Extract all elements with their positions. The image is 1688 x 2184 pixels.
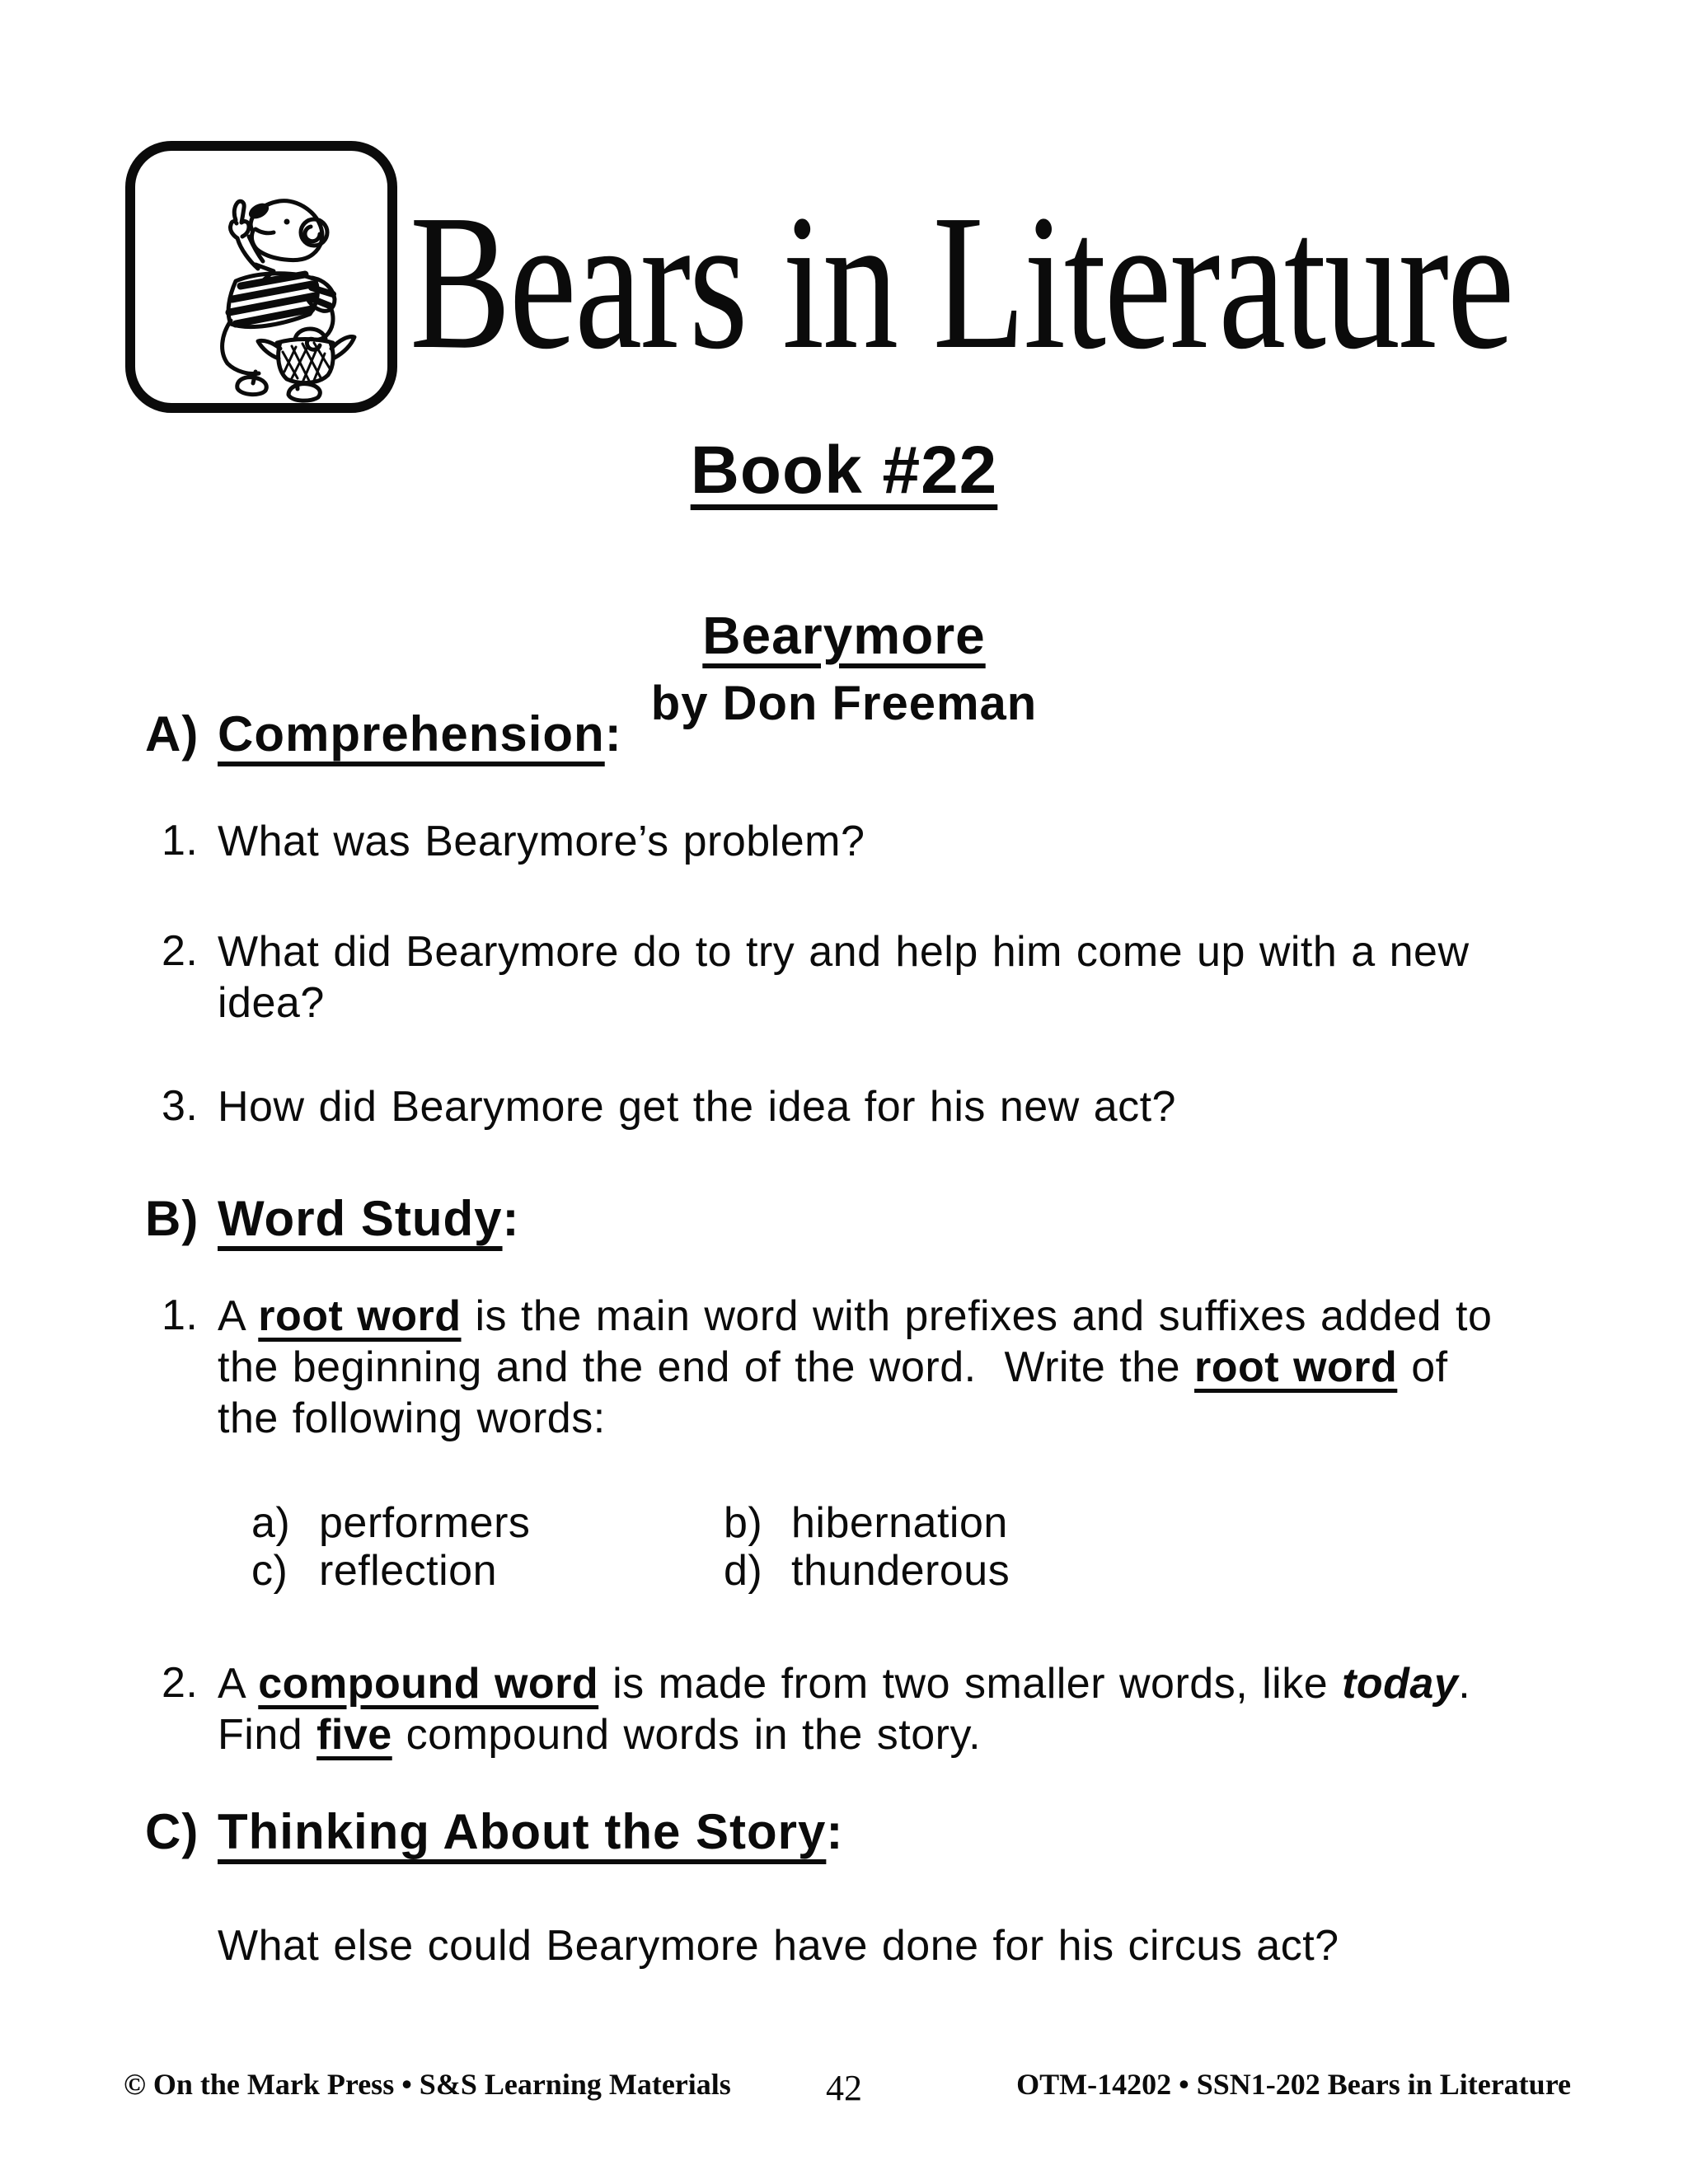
question-number: 1.: [162, 817, 199, 865]
bear-illustration: [135, 151, 387, 403]
footer-copyright: © On the Mark Press • S&S Learning Materials: [124, 2068, 731, 2101]
section-b-label: B): [145, 1191, 199, 1246]
word-performers: performers: [319, 1499, 531, 1547]
section-c-label: C): [145, 1804, 199, 1859]
footer-page-number: 42: [826, 2068, 862, 2108]
question-a3: 3. How did Bearymore get the idea for his new act?: [162, 1082, 1176, 1131]
question-a2: 2. What did Bearymore do to try and help him come up with a new idea?: [162, 927, 1470, 1027]
word-label-a: a): [251, 1499, 291, 1547]
section-a-label: A): [145, 706, 199, 762]
word-thunderous: thunderous: [791, 1547, 1010, 1595]
question-number: 3.: [162, 1082, 199, 1130]
term-five: five: [316, 1711, 392, 1759]
bear-logo-box: [125, 141, 397, 413]
term-today: today: [1342, 1660, 1459, 1708]
footer-product-code: OTM-14202 • SSN1-202 Bears in Literature: [1016, 2068, 1571, 2101]
bear-pointing-finger: [230, 201, 249, 238]
question-c: What else could Bearymore have done for his circus act?: [162, 1920, 1339, 1971]
basket-weave: [283, 343, 330, 382]
section-c-title: Thinking About the Story: [218, 1804, 827, 1859]
bear-muzzle-line: [256, 229, 274, 233]
word-label-c: c): [251, 1547, 288, 1595]
section-b-title: Word Study: [218, 1191, 503, 1246]
bear-eye: [284, 219, 290, 225]
question-number: 1.: [162, 1291, 199, 1339]
word-reflection: reflection: [319, 1547, 497, 1595]
question-number: 2.: [162, 927, 199, 975]
story-author: by Don Freeman: [650, 677, 1038, 730]
section-b-header: B) Word Study:: [145, 1191, 520, 1246]
term-root-word: root word: [1194, 1343, 1398, 1391]
question-a1: 1. What was Bearymore’s problem?: [162, 817, 865, 865]
question-b2: 2. A compound word is made from two smaller words, like today. Find five compound words in the story.: [162, 1659, 1471, 1759]
bear-foot-right: [288, 384, 320, 401]
word-label-b: b): [724, 1499, 763, 1547]
page-title: Bears in Literature: [410, 175, 1513, 389]
term-root-word: root word: [258, 1292, 462, 1340]
question-number: [162, 1920, 218, 1971]
question-b1: 1. A root word is the main word with prefixes and suffixes added to the beginning and the end of the word. Write the root word of the following words:: [162, 1291, 1493, 1442]
word-hibernation: hibernation: [791, 1499, 1008, 1547]
story-title: Bearymore: [702, 606, 986, 665]
question-number: 2.: [162, 1659, 199, 1707]
book-number: Book #22: [690, 433, 998, 508]
term-compound-word: compound word: [258, 1660, 599, 1708]
section-c-header: C) Thinking About the Story:: [145, 1804, 844, 1859]
section-a-header: A) Comprehension:: [145, 706, 622, 762]
word-label-d: d): [724, 1547, 763, 1595]
section-a-title: Comprehension: [218, 706, 605, 762]
